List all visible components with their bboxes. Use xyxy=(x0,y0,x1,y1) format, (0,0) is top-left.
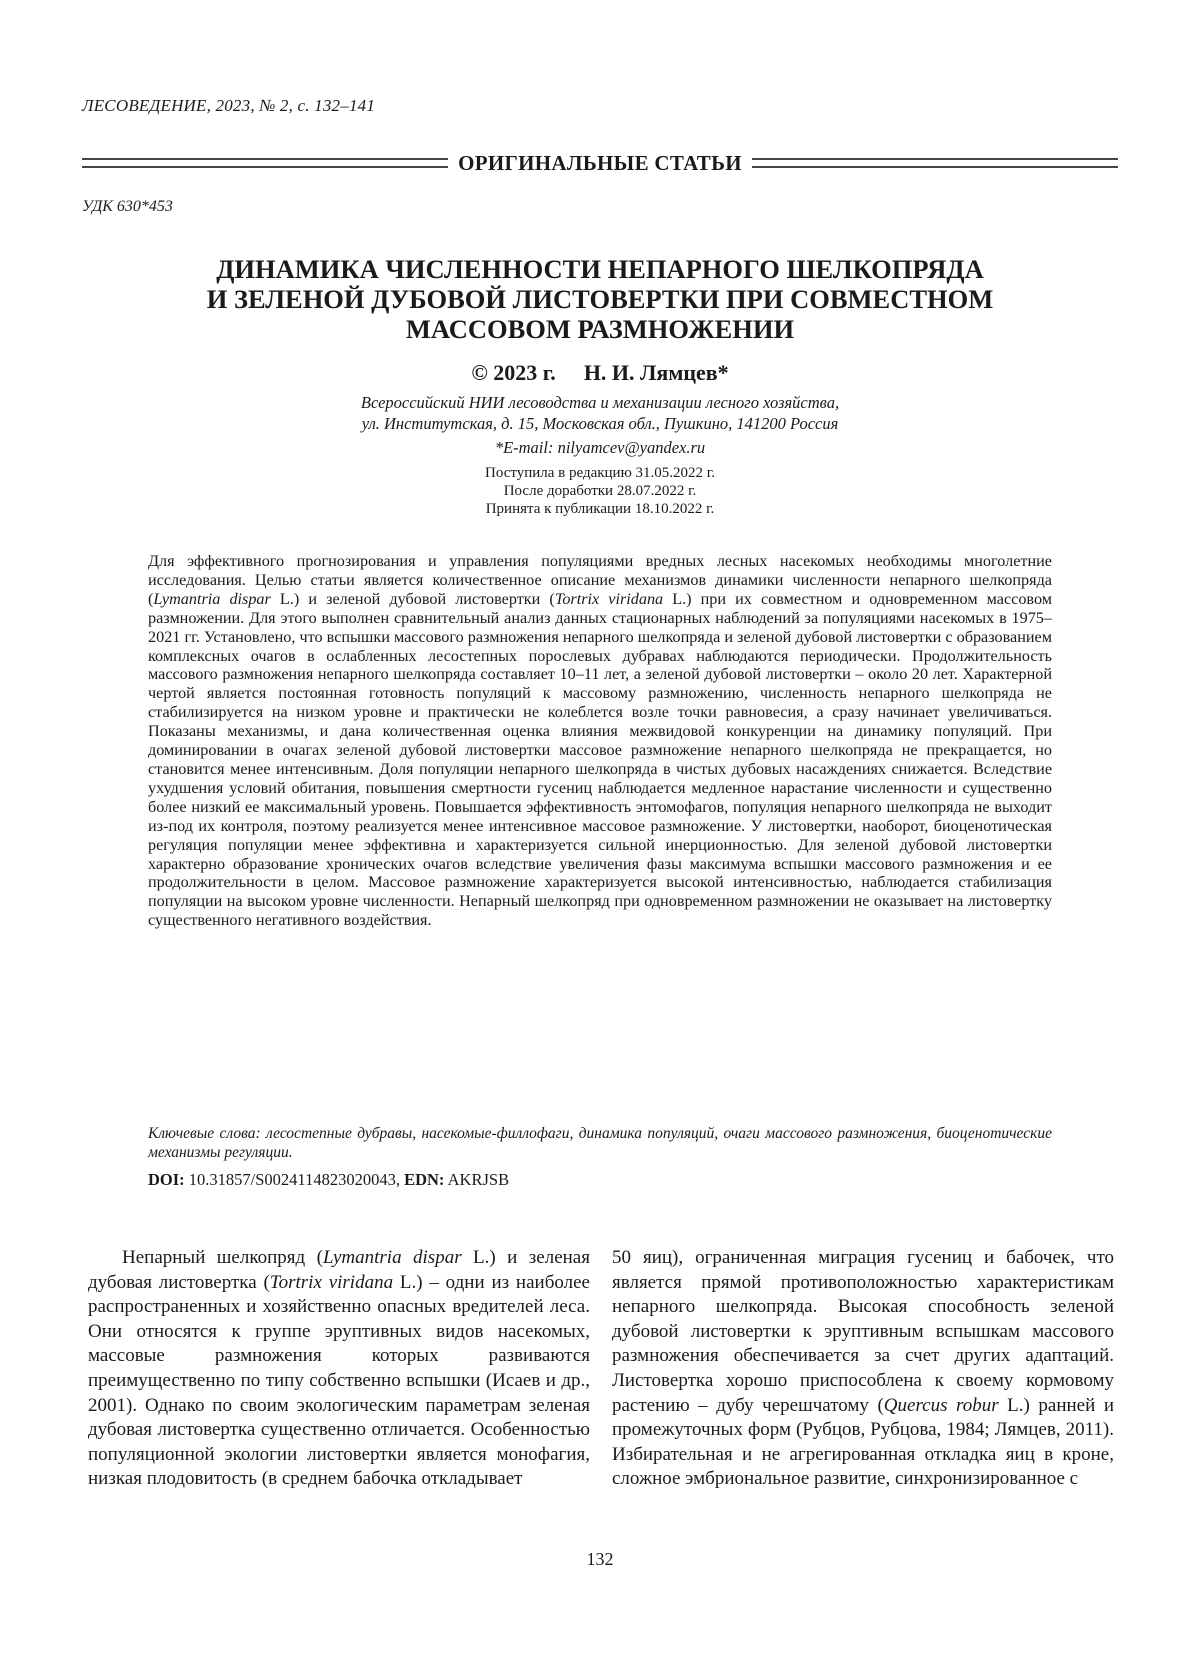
running-head: ЛЕСОВЕДЕНИЕ, 2023, № 2, с. 132–141 xyxy=(82,96,376,115)
doi-value[interactable]: 10.31857/S0024114823020043, xyxy=(184,1170,405,1189)
body-column-right xyxy=(612,1246,1114,1492)
body-paragraph xyxy=(88,1246,590,1492)
submission-dates xyxy=(0,464,1200,518)
edn-value: AKRJSB xyxy=(444,1170,510,1189)
body-text: L.) – одни из наиболее распространенных и хозяйственно опасных вредителей леса. Они относятся к группе эруптивных видов насекомых, массовые размножения которых развиваются преимущественно по типу собственно вспышки (Исаев и др., 2001). Однако по своим экологическим параметрам зеленая дубовая листовертка существенно отличается. Особенностью популяционной экологии листовертки является монофагия, низкая плодовитость (в среднем бабочка откладывает xyxy=(88,1271,590,1490)
section-title: ОРИГИНАЛЬНЫЕ СТАТЬИ xyxy=(458,150,742,175)
body-text: 50 яиц), ограниченная миграция гусениц и бабочек, что является прямой противоположностью характеристикам непарного шелкопряда. Высокая способность зеленой дубовой листовертки к эруптивным вспышкам массового размножения обеспечивается за счет других адаптаций. Листовертка хорошо приспособлена к своему кормовому растению – дубу черешчатому ( xyxy=(612,1247,1114,1416)
affiliation-line: ул. Институтская, д. 15, Московская обл., Пушкино, 141200 Россия xyxy=(361,414,839,433)
double-rule-left xyxy=(82,158,448,168)
identifiers xyxy=(148,1170,509,1190)
abstract-text: L.) при их совместном и одновременном массовом размножении. Для этого выполнен сравнительный анализ данных стационарных наблюдений за популяциями насекомых в 1975–2021 гг. Установлено, что вспышки массового размножения непарного шелкопряда и зеленой дубовой листовертки с образованием комплексных очагов в ослабленных лесостепных порослевых дубравах наблюдаются периодически. Продолжительность массового размножения непарного шелкопряда составляет 10–11 лет, а зеленой дубовой листовертки – около 20 лет. Характерной чертой является постоянная готовность популяций к массовому размножению, численность непарного шелкопряда не стабилизируется на низком уровне и практически не колеблется возле точки равновесия, а сразу начинает увеличиваться. Показаны механизмы, и дана количественная оценка влияния межвидовой конкуренции на динамику популяций. При доминировании в очагах зеленой дубовой листовертки массовое размножение непарного шелкопряда не прекращается, но становится менее интенсивным. Доля популяции непарного шелкопряда в чистых дубовых насаждениях снижается. Вследствие ухудшения условий обитания, повышения смертности гусениц наблюдается медленное нарастание численности и существенно более низкий ее максимальный уровень. Повышается эффективность энтомофагов, популяция непарного шелкопряда не выходит из-под их контроля, поэтому реализуется менее интенсивное массовое размножение. У листовертки, наоборот, биоценотическая регуляция популяции менее эффективна и характеризуется сильной инерционностью. Для зеленой дубовой листовертки характерно образование хронических очагов вследствие увеличения фазы максимума вспышки массового размножения и ее продолжительности в целом. Массовое размножение характеризуется высокой интенсивностью, наблюдается стабилизация популяции на высоком уровне численности. Непарный шелкопряд при одновременном размножении не оказывает на листовертку существенного негативного воздействия. xyxy=(148,589,1052,930)
section-header xyxy=(82,150,1118,176)
species-name: Lymantria dispar xyxy=(153,589,271,608)
date-revised: После доработки 28.07.2022 г. xyxy=(503,483,697,499)
copyright-year: © 2023 г. xyxy=(471,360,556,385)
title-line: ДИНАМИКА ЧИСЛЕННОСТИ НЕПАРНОГО ШЕЛКОПРЯДА xyxy=(216,254,984,284)
page-number: 132 xyxy=(586,1549,614,1569)
doi-label: DOI: xyxy=(148,1170,185,1189)
date-accepted: Принята к публикации 18.10.2022 г. xyxy=(485,501,715,517)
abstract-text: Для эффективного прогнозирования и управления популяциями вредных лесных насекомых необходимы многолетние исследования. Целью статьи является количественное описание механизмов динамики численности непарного шелкопряда ( xyxy=(148,552,1052,608)
byline xyxy=(0,360,1200,386)
species-name: Quercus robur xyxy=(883,1394,999,1416)
species-name: Tortrix viridana xyxy=(269,1271,394,1293)
body-column-left xyxy=(88,1246,590,1492)
date-received: Поступила в редакцию 31.05.2022 г. xyxy=(484,465,715,481)
author-name: Н. И. Лямцев* xyxy=(583,360,729,385)
keywords: Ключевые слова: лесостепные дубравы, насекомые-филлофаги, динамика популяций, очаги массового размножения, биоценотические механизмы регуляции. xyxy=(148,1125,1052,1161)
author-email[interactable]: *E-mail: nilyamcev@yandex.ru xyxy=(494,438,706,457)
double-rule-right xyxy=(752,158,1118,168)
body-text: L.) и зеленая дубовая листовертка ( xyxy=(88,1247,590,1293)
body-text: L.) ранней и промежуточных форм (Рубцов, Рубцова, 1984; Лямцев, 2011). Избирательная и не агрегированная откладка яиц в кроне, сложное эмбриональное развитие, синхронизированное с xyxy=(612,1394,1114,1490)
species-name: Lymantria dispar xyxy=(322,1247,462,1268)
affiliation xyxy=(0,392,1200,434)
affiliation-line: Всероссийский НИИ лесоводства и механизации лесного хозяйства, xyxy=(360,393,840,412)
body-paragraph xyxy=(612,1246,1114,1492)
species-name: Tortrix viridana xyxy=(554,589,664,608)
udk-code: УДК 630*453 xyxy=(82,198,173,215)
abstract-text: L.) и зеленой дубовой листовертки ( xyxy=(270,589,555,608)
article-title xyxy=(100,254,1100,344)
title-line: МАССОВОМ РАЗМНОЖЕНИИ xyxy=(405,314,795,344)
body-text: Непарный шелкопряд ( xyxy=(122,1247,323,1268)
abstract xyxy=(148,552,1052,930)
title-line: И ЗЕЛЕНОЙ ДУБОВОЙ ЛИСТОВЕРТКИ ПРИ СОВМЕСТНОМ xyxy=(206,284,994,314)
edn-label: EDN: xyxy=(404,1170,445,1189)
